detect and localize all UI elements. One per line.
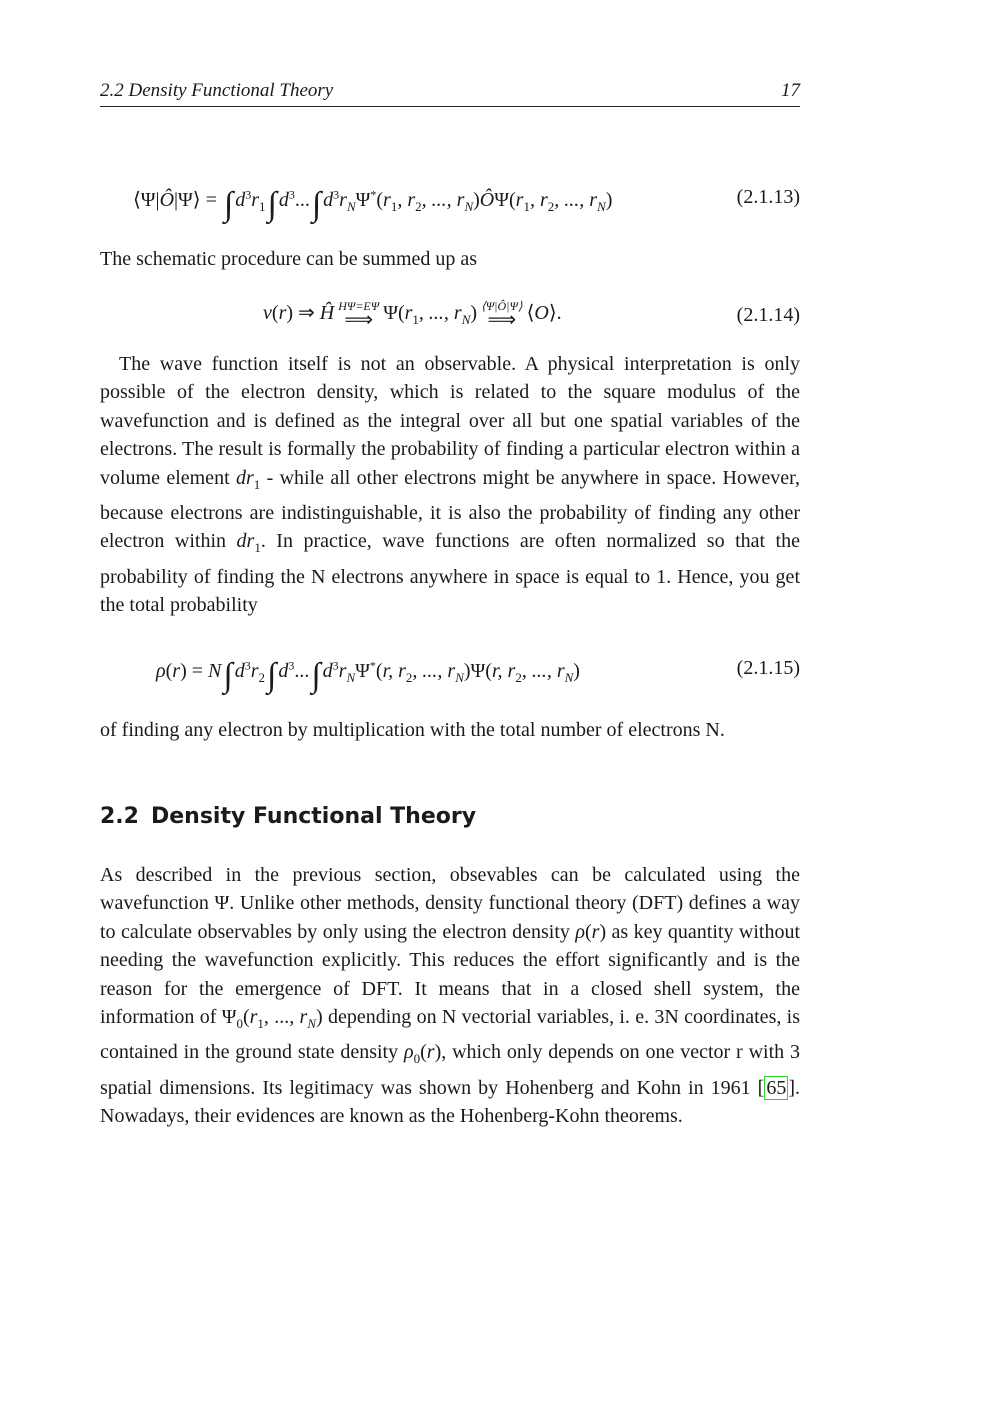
- paragraph-schematic-intro: The schematic procedure can be summed up as: [100, 248, 478, 270]
- paragraph-after-equation: of finding any electron by multiplication with the total number of electrons N.: [100, 719, 725, 741]
- equation-number: (2.1.15): [736, 657, 800, 679]
- running-head: [100, 80, 800, 107]
- equation-body: v(r) ⇒ Ĥ HΨ=EΨ ⟹ $\Psi(r_1$, ..., $r_N$) ⟨Ψ|Ô|Ψ⟩ ⟹ ⟨O⟩.: [263, 299, 562, 332]
- equation-2-1-13: [100, 186, 800, 226]
- section-title: Density Functional Theory: [150, 804, 477, 829]
- equation-number: (2.1.13): [736, 186, 800, 208]
- equation-2-1-14: [100, 299, 800, 344]
- equation-body: ρ(r) = N∫ $d^3r_2\int$ $d^3...\int$ $d^3r_N\Psi^*(r$, $r_2$, ..., $r_N)\Psi(r$, $r_2$, ..., $r_N$): [156, 657, 580, 694]
- citation-link[interactable]: 65: [766, 1076, 787, 1099]
- equation-body: ⟨Ψ|Ô|Ψ⟩ = ∫ $d^3r_1\int$ $d^3...\int$ $d^3r_N\Psi^*(r_1$, $r_2$, ..., $r_N)Ô\Psi(r_1$, $r_2$, ..., $r_N$): [133, 186, 613, 223]
- paragraph-wave-function: The wave function itself is not an observable. A physical interpretation is only possible of the electron density, which is related to the square modulus of the wavefunction and is defined as the integral over all but one spatial variables of the electrons. The result is formally the probability of finding a particular electron within a volume element $dr_1$ - while all other electrons might be anywhere in space. However, because electrons are indistinguishable, it is also the probability of finding any other electron within $dr_1$. In practice, wave functions are often normalized so that the probability of finding the N electrons anywhere in space is equal to 1. Hence, you get the total probability: [100, 353, 801, 617]
- running-head-section: 2.2 Density Functional Theory: [100, 80, 334, 101]
- page-number: 17: [781, 80, 800, 101]
- section-number: 2.2: [100, 804, 139, 829]
- paragraph-dft: As described in the previous section, obsevables can be calculated using the wavefunction Ψ. Unlike other methods, density functional theory (DFT) defines a way to calculate observables by only using the electron density ρ(r) as key quantity without needing the wavefunction explicitly. This reduces the effort significantly and is the reason for the emergence of DFT. It means that in a closed shell system, the information of $\Psi_0(r_1$, ..., $r_N$) depending on N vectorial variables, i. e. 3N coordinates, is contained in the ground state density $\rho_0(r)$, which only depends on one vector r with 3 spatial dimensions. Its legitimacy was shown by Hohenberg and Kohn in 1961 [ 65 ]. Nowadays, their evidences are known as the Hohenberg-Kohn theorems.: [100, 864, 800, 1128]
- equation-number: (2.1.14): [736, 304, 800, 326]
- equation-2-1-15: [100, 657, 800, 697]
- arrow-hamiltonian: HΨ=EΨ ⟹: [338, 299, 380, 332]
- arrow-expectation: ⟨Ψ|Ô|Ψ⟩ ⟹: [481, 299, 523, 332]
- section-heading: [100, 804, 476, 829]
